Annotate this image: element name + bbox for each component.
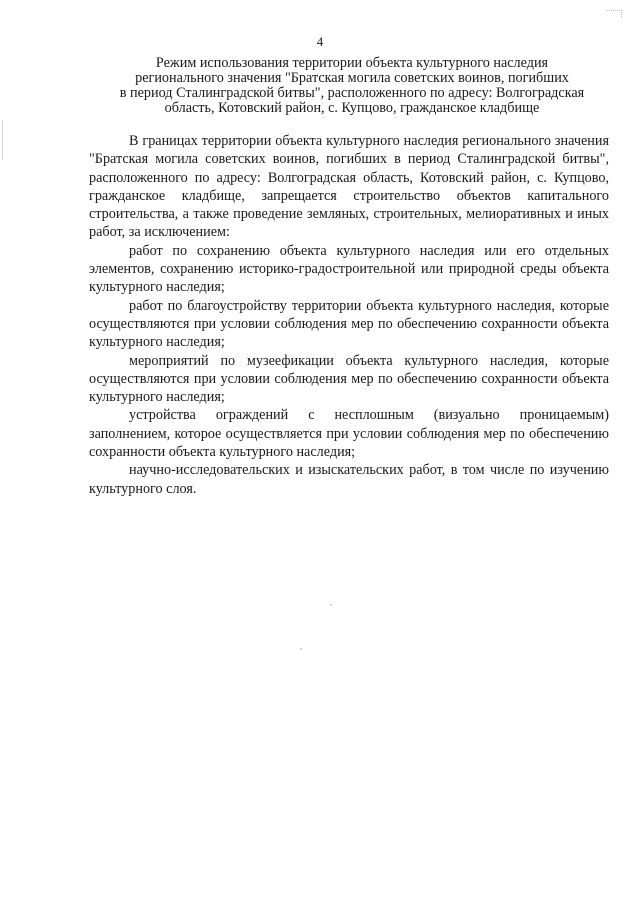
exception-item: мероприятий по музеефикации объекта культурного наследия, которые осуществляются при условии соблюдения мер по обеспечению сохранности объекта культурного наследия;	[89, 352, 609, 406]
scan-speck	[330, 604, 332, 606]
title-line: регионального значения "Братская могила советских воинов, погибших	[135, 70, 569, 86]
scan-corner-mark	[607, 10, 622, 17]
exception-item: работ по сохранению объекта культурного наследия или его отдельных элементов, сохранению историко-градостроительной или природной среды объекта культурного наследия;	[89, 242, 609, 296]
intro-paragraph: В границах территории объекта культурного наследия регионального значения "Братская могила советских воинов, погибших в период Сталинградской битвы", расположенного по адресу: Волгоградская область, Котовский район, с. Купцово, гражданское кладбище, запрещается строительство объектов капитального строительства, а также проведение земляных, строительных, мелиоративных и иных работ, за исключением:	[89, 133, 609, 241]
exception-item: научно-исследовательских и изыскательских работ, в том числе по изучению культурного слоя.	[89, 462, 609, 497]
title-line: область, Котовский район, с. Купцово, гражданское кладбище	[164, 100, 540, 116]
page-number: 4	[316, 34, 324, 49]
scan-speck	[300, 648, 302, 650]
exception-item: устройства ограждений с несплошным (визуально проницаемым) заполнением, которое осуществляется при условии соблюдения мер по обеспечению сохранности объекта культурного наследия;	[89, 407, 609, 461]
scan-edge-mark	[2, 120, 3, 160]
document-title	[92, 56, 612, 116]
title-line: в период Сталинградской битвы", расположенного по адресу: Волгоградская	[119, 85, 585, 101]
title-line: Режим использования территории объекта культурного наследия	[155, 55, 549, 71]
exception-item: работ по благоустройству территории объекта культурного наследия, которые осуществляются при условии соблюдения мер по обеспечению сохранности объекта культурного наследия;	[89, 297, 609, 351]
document-body	[89, 132, 609, 498]
